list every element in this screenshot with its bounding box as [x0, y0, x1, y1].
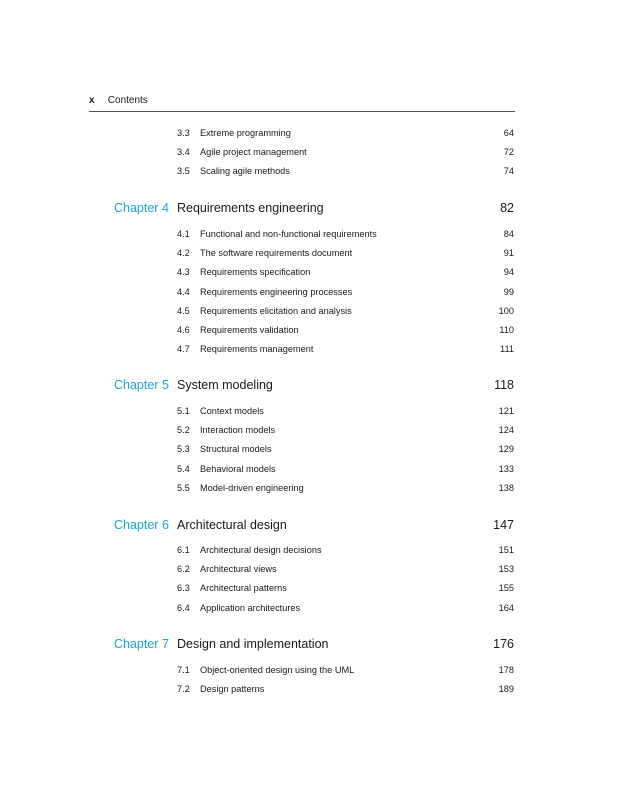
header-page-number: x [89, 95, 95, 106]
section-page: 178 [498, 665, 514, 675]
section-page: 155 [498, 583, 514, 593]
section-title: Agile project management [200, 147, 307, 157]
section-title: Architectural design decisions [200, 545, 322, 555]
section-entry [177, 305, 514, 317]
chapter-label: Chapter 5 [114, 378, 169, 392]
section-page: 133 [498, 464, 514, 474]
chapter-label: Chapter 6 [114, 518, 169, 532]
section-title: Requirements elicitation and analysis [200, 306, 352, 316]
section-number: 3.4 [177, 147, 190, 157]
section-title: Architectural views [200, 564, 277, 574]
section-page: 84 [503, 229, 514, 239]
section-number: 4.5 [177, 306, 190, 316]
section-page: 189 [498, 684, 514, 694]
chapter-entry [112, 516, 514, 534]
chapter-label: Chapter 7 [114, 637, 169, 651]
section-entry [177, 228, 514, 240]
chapter-entry [112, 376, 514, 394]
section-title: Application architectures [200, 603, 301, 613]
section-title: Structural models [200, 444, 272, 454]
section-entry [177, 146, 514, 158]
section-page: 72 [503, 147, 514, 157]
section-page: 138 [498, 483, 514, 493]
section-page: 94 [503, 267, 514, 277]
section-number: 5.3 [177, 444, 190, 454]
section-title: Requirements validation [200, 325, 299, 335]
section-page: 151 [498, 545, 514, 555]
chapter-page: 147 [493, 518, 514, 532]
chapter-page: 82 [500, 201, 514, 215]
running-header [89, 95, 515, 112]
section-page: 153 [498, 564, 514, 574]
section-page: 129 [498, 444, 514, 454]
section-number: 6.3 [177, 583, 190, 593]
section-title: Requirements specification [200, 267, 311, 277]
chapter-entry [112, 635, 514, 653]
header-title: Contents [107, 95, 148, 106]
chapter-entry [112, 199, 514, 217]
section-entry [177, 266, 514, 278]
section-title: Architectural patterns [200, 583, 287, 593]
section-entry [177, 463, 514, 475]
section-number: 5.4 [177, 464, 190, 474]
section-title: Object-oriented design using the UML [200, 665, 355, 675]
section-entry [177, 482, 514, 494]
section-page: 74 [503, 166, 514, 176]
chapter-label: Chapter 4 [114, 201, 169, 215]
section-page: 110 [499, 325, 514, 335]
chapter-title: Architectural design [177, 518, 287, 532]
section-entry [177, 563, 514, 575]
section-entry [177, 127, 514, 139]
section-number: 5.5 [177, 483, 190, 493]
section-page: 164 [498, 603, 514, 613]
section-title: The software requirements document [200, 248, 353, 258]
section-number: 6.2 [177, 564, 190, 574]
section-title: Context models [200, 406, 264, 416]
section-entry [177, 544, 514, 556]
section-number: 4.1 [177, 229, 190, 239]
section-entry [177, 286, 514, 298]
section-number: 6.4 [177, 603, 190, 613]
section-page: 111 [500, 344, 514, 354]
section-number: 7.1 [177, 665, 190, 675]
section-number: 5.1 [177, 406, 190, 416]
section-entry [177, 405, 514, 417]
section-title: Model-driven engineering [200, 483, 304, 493]
chapter-page: 176 [493, 637, 514, 651]
section-entry [177, 324, 514, 336]
section-title: Requirements management [200, 344, 314, 354]
section-entry [177, 247, 514, 259]
section-title: Behavioral models [200, 464, 276, 474]
section-page: 64 [503, 128, 514, 138]
section-entry [177, 165, 514, 177]
section-number: 4.4 [177, 287, 190, 297]
section-number: 3.3 [177, 128, 190, 138]
section-number: 7.2 [177, 684, 190, 694]
chapter-title: Design and implementation [177, 637, 329, 651]
section-title: Extreme programming [200, 128, 291, 138]
chapter-title: Requirements engineering [177, 201, 324, 215]
section-number: 4.3 [177, 267, 190, 277]
section-entry [177, 582, 514, 594]
section-page: 121 [498, 406, 514, 416]
section-number: 4.2 [177, 248, 190, 258]
section-page: 99 [503, 287, 514, 297]
section-entry [177, 602, 514, 614]
section-title: Design patterns [200, 684, 265, 694]
section-entry [177, 343, 514, 355]
section-entry [177, 664, 514, 676]
section-number: 3.5 [177, 166, 190, 176]
section-number: 4.6 [177, 325, 190, 335]
section-title: Requirements engineering processes [200, 287, 353, 297]
section-entry [177, 443, 514, 455]
section-number: 4.7 [177, 344, 190, 354]
section-page: 100 [498, 306, 514, 316]
section-entry [177, 683, 514, 695]
section-number: 5.2 [177, 425, 190, 435]
section-page: 124 [498, 425, 514, 435]
chapter-title: System modeling [177, 378, 273, 392]
section-title: Interaction models [200, 425, 276, 435]
section-title: Scaling agile methods [200, 166, 290, 176]
section-entry [177, 424, 514, 436]
chapter-page: 118 [494, 378, 514, 392]
section-number: 6.1 [177, 545, 190, 555]
section-page: 91 [503, 248, 514, 258]
section-title: Functional and non-functional requirements [200, 229, 377, 239]
